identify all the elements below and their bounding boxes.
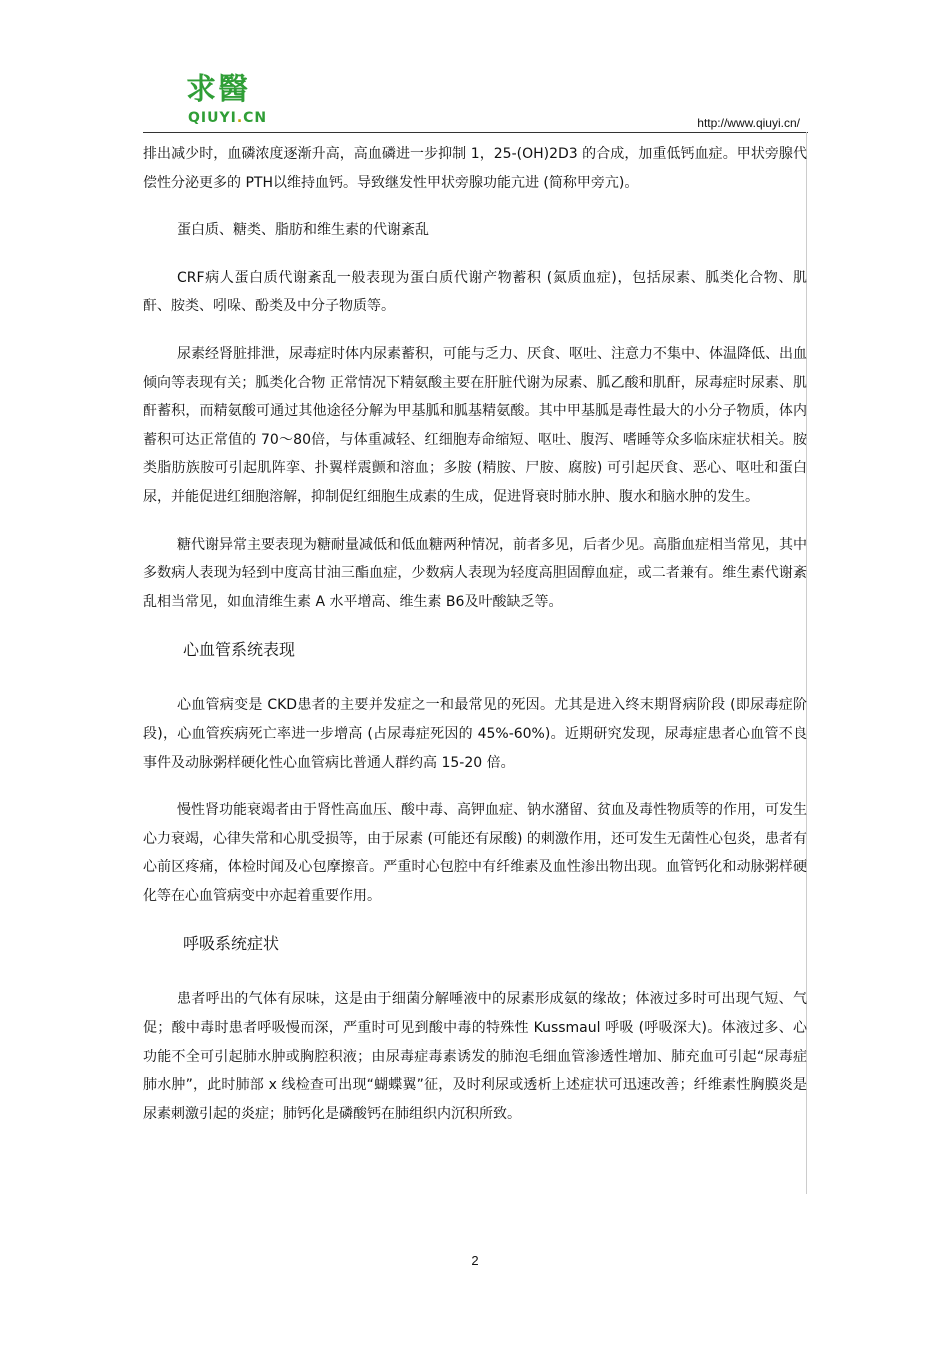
logo-en-dot: . [236,110,244,126]
paragraph: 蛋白质、糖类、脂肪和维生素的代谢紊乱 [177,222,429,239]
logo-chinese: 求醫 [186,72,250,107]
header-divider [143,132,808,133]
paragraph: 心血管病变是 CKD患者的主要并发症之一和最常见的死因。尤其是进入终末期肾病阶段 (即尿毒症阶段)，心血管疾病死亡率进一步增高 (占尿毒症死因的 45%-60%)。近期研究发现，尿毒症患者心血管不良事件及动脉粥样硬化性心血管病比普通人群约高 15-20 倍。 [143,697,807,771]
paragraph: 患者呼出的气体有尿味，这是由于细菌分解唾液中的尿素形成氨的缘故；体液过多时可出现气短、气促；酸中毒时患者呼吸慢而深，严重时可见到酸中毒的特殊性 Kussmaul 呼吸 (呼吸深大)。体液过多、心功能不全可引起肺水肿或胸腔积液；由尿毒症毒素诱发的肺泡毛细血管渗透性增加、肺充血可引起“尿毒症肺水肿”，此时肺部 x 线检查可出现“蝴蝶翼”征，及时利尿或透析上述症状可迅速改善；纤维素性胸膜炎是尿素刺激引起的炎症；肺钙化是磷酸钙在肺组织内沉积所致。 [143,991,807,1122]
paragraph: 排出减少时，血磷浓度逐渐升高，高血磷进一步抑制 1，25-(OH)2D3 的合成，加重低钙血症。甲状旁腺代偿性分泌更多的 PTH以维持血钙。导致继发性甲状旁腺功能亢进 (简称甲旁亢)。 [143,146,807,191]
paragraph: 慢性肾功能衰竭者由于肾性高血压、酸中毒、高钾血症、钠水潴留、贫血及毒性物质等的作用，可发生心力衰竭，心律失常和心肌受损等，由于尿素 (可能还有尿酸) 的刺激作用，还可发生无菌性心包炎，患者有心前区疼痛，体检时闻及心包摩擦音。严重时心包腔中有纤维素及血性渗出物出现。血管钙化和动脉粥样硬化等在心血管病变中亦起着重要作用。 [143,802,807,904]
logo [186,72,296,134]
paragraph: 尿素经肾脏排泄，尿毒症时体内尿素蓄积，可能与乏力、厌食、呕吐、注意力不集中、体温降低、出血倾向等表现有关；胍类化合物 正常情况下精氨酸主要在肝脏代谢为尿素、胍乙酸和肌酐，尿毒症时尿素、肌酐蓄积，而精氨酸可通过其他途径分解为甲基胍和胍基精氨酸。其中甲基胍是毒性最大的小分子物质，体内蓄积可达正常值的 70～80倍，与体重减轻、红细胞寿命缩短、呕吐、腹泻、嗜睡等众多临床症状相关。胺类脂肪族胺可引起肌阵挛、扑翼样震颤和溶血；多胺 (精胺、尸胺、腐胺) 可引起厌食、恶心、呕吐和蛋白尿，并能促进红细胞溶解，抑制促红细胞生成素的生成，促进肾衰时肺水肿、腹水和脑水肿的发生。 [143,345,807,505]
document-body [143,140,807,1147]
logo-english [188,110,267,126]
logo-en-tld: CN [243,110,268,126]
section-heading-cardiovascular: 心血管系统表现 [183,640,296,660]
logo-en-main: QIUYI [188,110,237,126]
header-url: http://www.qiuyi.cn/ [697,116,800,130]
page-number: 2 [471,1253,479,1268]
paragraph: 糖代谢异常主要表现为糖耐量减低和低血糖两种情况，前者多见，后者少见。高脂血症相当常见，其中多数病人表现为轻到中度高甘油三酯血症，少数病人表现为轻度高胆固醇血症，或二者兼有。维生素代谢紊乱相当常见，如血清维生素 A 水平增高、维生素 B6及叶酸缺乏等。 [143,536,807,610]
section-heading-respiratory: 呼吸系统症状 [183,934,280,954]
paragraph: CRF病人蛋白质代谢紊乱一般表现为蛋白质代谢产物蓄积 (氮质血症)，包括尿素、胍类化合物、肌酐、胺类、吲哚、酚类及中分子物质等。 [143,269,807,315]
